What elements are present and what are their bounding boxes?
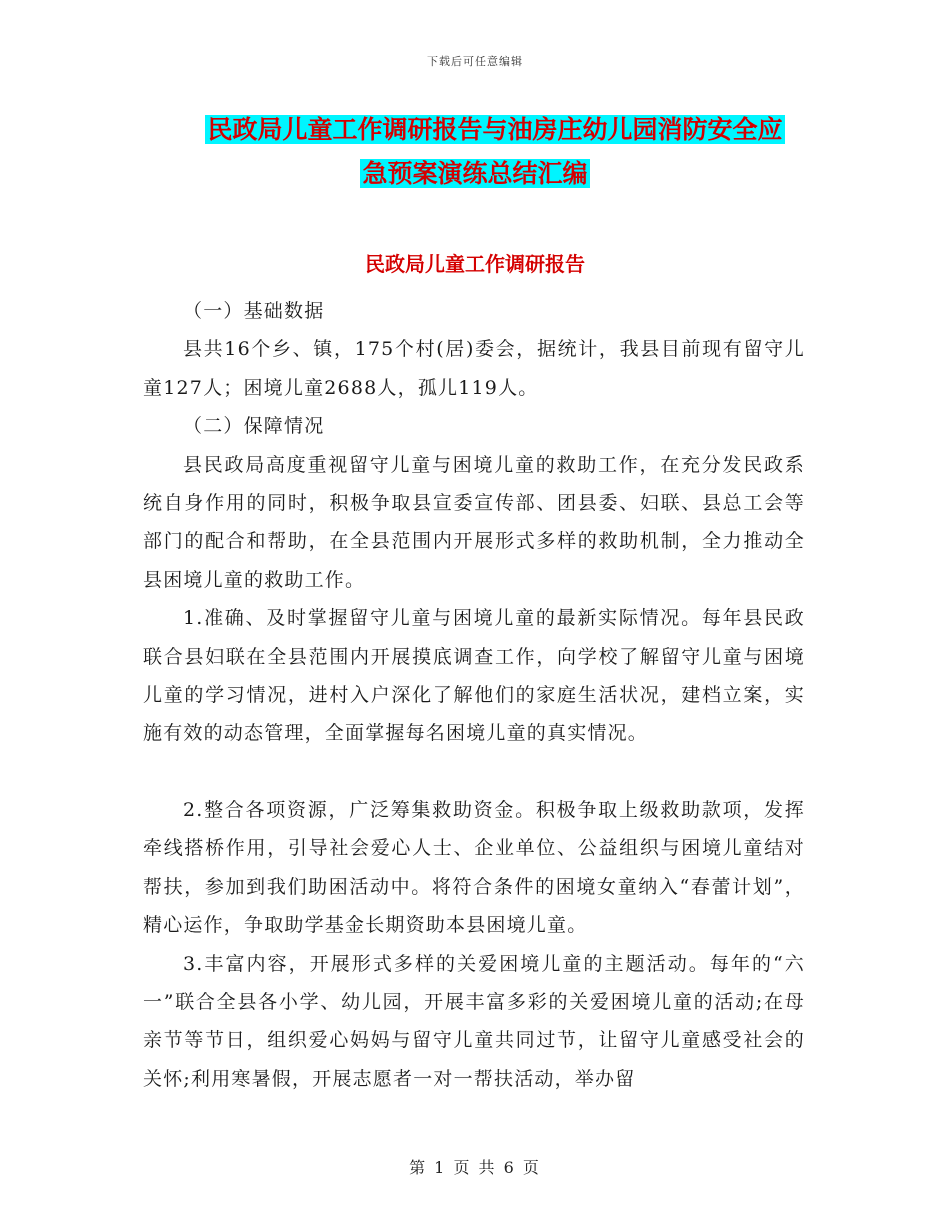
heading-basic-data: （一）基础数据 — [183, 300, 325, 322]
heading-guarantee: （二）保障情况 — [183, 415, 325, 438]
paragraph-statistics: 县共16个乡、镇，175个村(居)委会，据统计，我县目前现有留守儿童127人；困境儿童2688人，孤儿119人。 — [143, 338, 805, 399]
paragraph-guarantee: 县民政局高度重视留守儿童与困境儿童的救助工作，在充分发民政系统自身作用的同时，积极争取县宣委宣传部、团县委、妇联、县总工会等部门的配合和帮助，在全县范围内开展形式多样的救助机制，全力推动全县困境儿童的救助工作。 — [143, 453, 805, 591]
header-note: 下载后可任意编辑 — [427, 55, 523, 68]
page-footer: 第 1 页 共 6 页 — [409, 1158, 541, 1177]
document-title-line-2 — [0, 156, 950, 192]
paragraph-item-3: 3.丰富内容，开展形式多样的关爱困境儿童的主题活动。每年的“六一”联合全县各小学、幼儿园，开展丰富多彩的关爱困境儿童的活动;在母亲节等节日，组织爱心妈妈与留守儿童共同过节，让留守儿童感受社会的关怀;利用寒暑假，开展志愿者一对一帮扶活动，举办留 — [143, 952, 805, 1090]
document-body — [143, 292, 805, 1098]
section-title: 民政局儿童工作调研报告 — [365, 252, 585, 276]
paragraph-item-1: 1.准确、及时掌握留守儿童与困境儿童的最新实际情况。每年县民政联合县妇联在全县范围内开展摸底调查工作，向学校了解留守儿童与困境儿童的学习情况，进村入户深化了解他们的家庭生活状况，建档立案，实施有效的动态管理，全面掌握每名困境儿童的真实情况。 — [143, 607, 805, 745]
document-title-line-1 — [0, 112, 950, 148]
paragraph-item-2: 2.整合各项资源，广泛筹集救助资金。积极争取上级救助款项，发挥牵线搭桥作用，引导社会爱心人士、企业单位、公益组织与困境儿童结对帮扶，参加到我们助困活动中。将符合条件的困境女童纳入“春蕾计划”，精心运作，争取助学基金长期资助本县困境儿童。 — [143, 798, 805, 937]
document-title-text-2: 急预案演练总结汇编 — [362, 159, 588, 188]
document-title-text-1: 民政局儿童工作调研报告与油房庄幼儿园消防安全应 — [207, 115, 783, 144]
